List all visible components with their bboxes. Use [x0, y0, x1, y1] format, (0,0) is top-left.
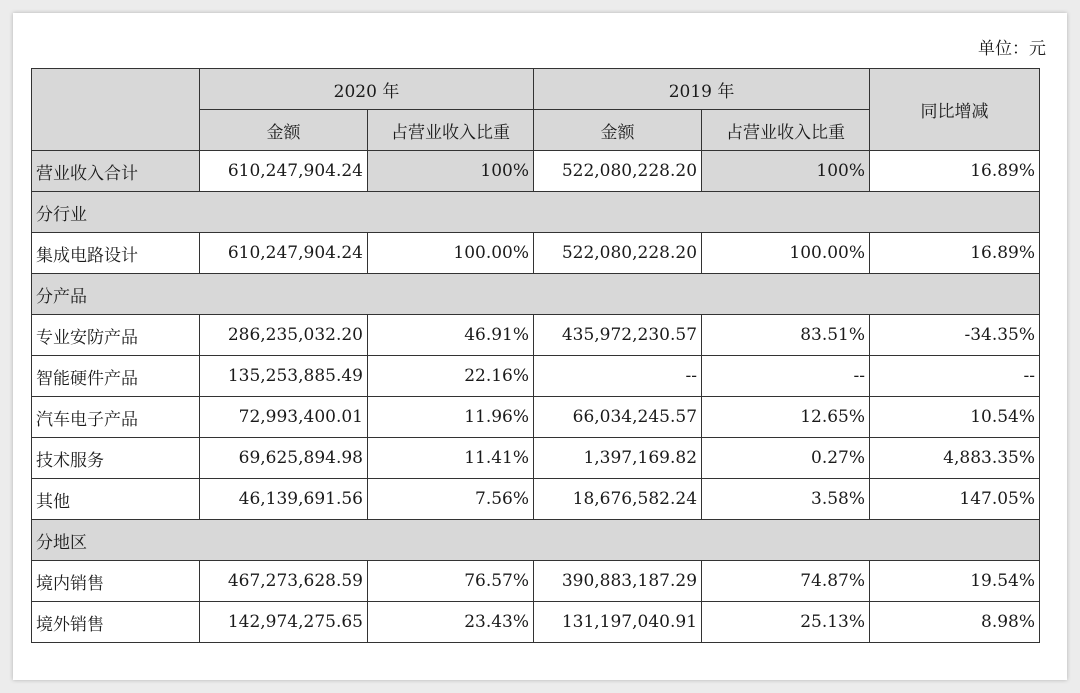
share-2020-cell: 100.00%	[368, 233, 534, 274]
share-2019-cell: 0.27%	[702, 438, 870, 479]
yoy-cell: -34.35%	[870, 315, 1040, 356]
share-2020-cell: 76.57%	[368, 561, 534, 602]
row-label: 境外销售	[32, 602, 200, 643]
table-row	[32, 356, 1040, 397]
amount-2020-cell: 69,625,894.98	[200, 438, 368, 479]
yoy-cell: 19.54%	[870, 561, 1040, 602]
amount-2020-cell: 610,247,904.24	[200, 233, 368, 274]
yoy-cell: 4,883.35%	[870, 438, 1040, 479]
table-row	[32, 397, 1040, 438]
amount-2019-cell: 390,883,187.29	[534, 561, 702, 602]
revenue-table	[31, 68, 1040, 643]
row-label: 专业安防产品	[32, 315, 200, 356]
amount-2019-cell: 131,197,040.91	[534, 602, 702, 643]
row-label: 智能硬件产品	[32, 356, 200, 397]
table-row	[32, 479, 1040, 520]
header-share-2019: 占营业收入比重	[702, 110, 870, 151]
total-row	[32, 151, 1040, 192]
section-row	[32, 520, 1040, 561]
section-title: 分行业	[32, 192, 1040, 233]
amount-2020-cell: 142,974,275.65	[200, 602, 368, 643]
amount-2019-cell: 522,080,228.20	[534, 233, 702, 274]
table-row	[32, 602, 1040, 643]
share-2020-cell: 46.91%	[368, 315, 534, 356]
amount-2019-cell: 1,397,169.82	[534, 438, 702, 479]
amount-2020-cell: 72,993,400.01	[200, 397, 368, 438]
amount-2019-cell: 522,080,228.20	[534, 151, 702, 192]
unit-label: 单位：元	[978, 39, 1046, 59]
amount-2020-cell: 286,235,032.20	[200, 315, 368, 356]
share-2019-cell: 12.65%	[702, 397, 870, 438]
amount-2019-cell: 435,972,230.57	[534, 315, 702, 356]
section-row	[32, 274, 1040, 315]
section-row	[32, 192, 1040, 233]
amount-2019-cell: 66,034,245.57	[534, 397, 702, 438]
header-corner	[32, 69, 200, 151]
yoy-cell: 10.54%	[870, 397, 1040, 438]
share-2020-cell: 11.41%	[368, 438, 534, 479]
share-2019-cell: 25.13%	[702, 602, 870, 643]
amount-2020-cell: 46,139,691.56	[200, 479, 368, 520]
amount-2020-cell: 610,247,904.24	[200, 151, 368, 192]
header-2020: 2020 年	[200, 69, 534, 110]
amount-2019-cell: 18,676,582.24	[534, 479, 702, 520]
row-label: 境内销售	[32, 561, 200, 602]
table-row	[32, 315, 1040, 356]
header-share-2020: 占营业收入比重	[368, 110, 534, 151]
header-amount-2019: 金额	[534, 110, 702, 151]
share-2020-cell: 11.96%	[368, 397, 534, 438]
yoy-cell: 8.98%	[870, 602, 1040, 643]
table-row	[32, 233, 1040, 274]
table-row	[32, 561, 1040, 602]
yoy-cell: 16.89%	[870, 151, 1040, 192]
section-title: 分地区	[32, 520, 1040, 561]
yoy-cell: --	[870, 356, 1040, 397]
row-label: 营业收入合计	[32, 151, 200, 192]
amount-2019-cell: --	[534, 356, 702, 397]
share-2019-cell: --	[702, 356, 870, 397]
amount-2020-cell: 467,273,628.59	[200, 561, 368, 602]
share-2019-cell: 74.87%	[702, 561, 870, 602]
document-page	[13, 13, 1067, 680]
amount-2020-cell: 135,253,885.49	[200, 356, 368, 397]
share-2019-cell: 100%	[702, 151, 870, 192]
header-yoy: 同比增减	[870, 69, 1040, 151]
row-label: 其他	[32, 479, 200, 520]
yoy-cell: 16.89%	[870, 233, 1040, 274]
row-label: 集成电路设计	[32, 233, 200, 274]
share-2020-cell: 100%	[368, 151, 534, 192]
table-row	[32, 438, 1040, 479]
row-label: 汽车电子产品	[32, 397, 200, 438]
share-2020-cell: 23.43%	[368, 602, 534, 643]
share-2019-cell: 100.00%	[702, 233, 870, 274]
share-2020-cell: 7.56%	[368, 479, 534, 520]
section-title: 分产品	[32, 274, 1040, 315]
yoy-cell: 147.05%	[870, 479, 1040, 520]
header-amount-2020: 金额	[200, 110, 368, 151]
row-label: 技术服务	[32, 438, 200, 479]
share-2019-cell: 3.58%	[702, 479, 870, 520]
share-2019-cell: 83.51%	[702, 315, 870, 356]
share-2020-cell: 22.16%	[368, 356, 534, 397]
header-2019: 2019 年	[534, 69, 870, 110]
